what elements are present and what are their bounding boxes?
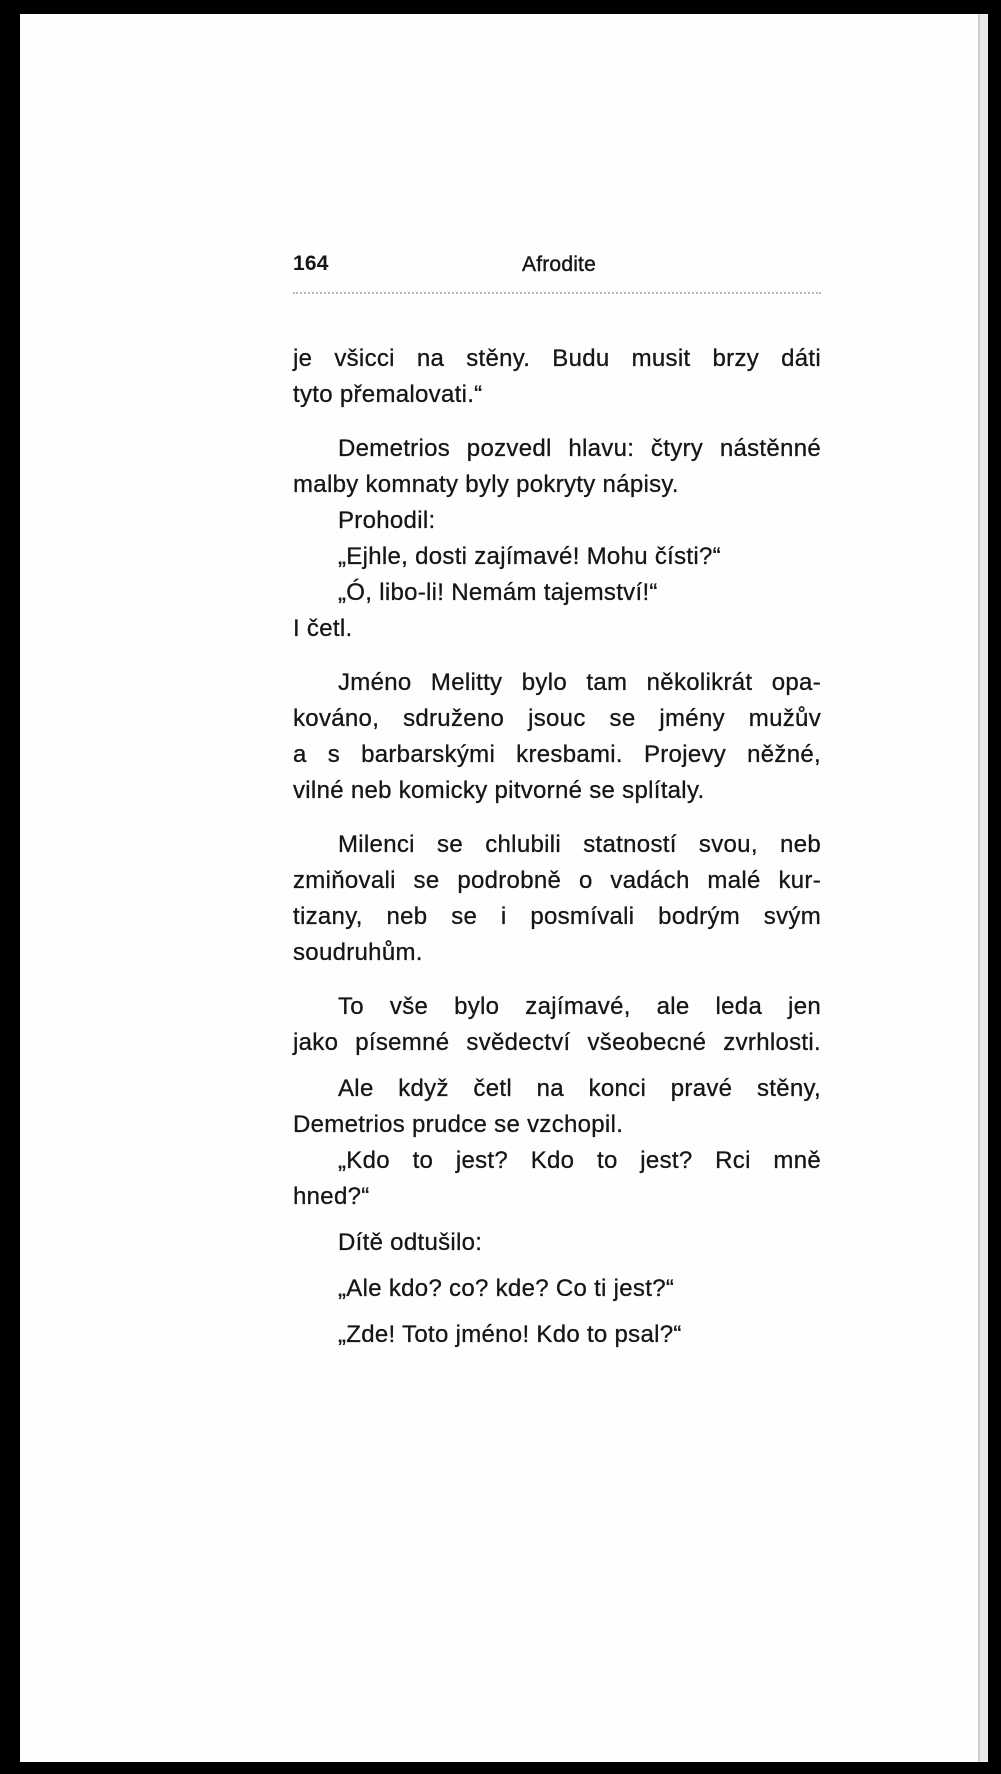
page-header <box>293 247 821 287</box>
text-line: Jméno Melitty bylo tam několikrát opa- <box>338 669 821 696</box>
text-line: je všicci na stěny. Budu musit brzy dáti <box>293 345 821 372</box>
text-line: tyto přemalovati.“ <box>293 381 483 408</box>
text-line: „Kdo to jest? Kdo to jest? Rci mně <box>338 1147 821 1174</box>
text-line: kováno, sdruženo jsouc se jmény mužův <box>293 705 821 732</box>
text-line: Prohodil: <box>338 507 436 534</box>
text-line: Dítě odtušilo: <box>338 1229 483 1256</box>
text-line: tizany, neb se i posmívali bodrým svým <box>293 903 821 930</box>
page-edge <box>978 14 988 1762</box>
text-line: I četl. <box>293 615 353 642</box>
running-title: Afrodite <box>522 253 596 276</box>
text-line: Ale když četl na konci pravé stěny, <box>338 1075 821 1102</box>
text-line: Demetrios prudce se vzchopil. <box>293 1111 624 1138</box>
text-line: malby komnaty byly pokryty nápisy. <box>293 471 679 498</box>
text-line: jako písemné svědectví všeobecné zvrhlosti. <box>293 1029 821 1056</box>
text-line: vilné neb komicky pitvorné se splítaly. <box>293 777 705 804</box>
text-line: Demetrios pozvedl hlavu: čtyry nástěnné <box>338 435 821 462</box>
header-rule <box>293 292 821 294</box>
text-line: a s barbarskými kresbami. Projevy něžné, <box>293 741 821 768</box>
text-line: zmiňovali se podrobně o vadách malé kur- <box>293 867 821 894</box>
text-line: „Ejhle, dosti zajímavé! Mohu čísti?“ <box>338 543 721 570</box>
text-line: hned?“ <box>293 1183 370 1210</box>
page-content <box>293 247 821 1348</box>
text-line: To vše bylo zajímavé, ale leda jen <box>338 993 821 1020</box>
text-line: Milenci se chlubili statností svou, neb <box>338 831 821 858</box>
text-line: soudruhům. <box>293 939 423 966</box>
text-line: „Ó, libo-li! Nemám tajemství!“ <box>338 579 658 606</box>
text-line: „Zde! Toto jméno! Kdo to psal?“ <box>338 1321 682 1348</box>
text-line: „Ale kdo? co? kde? Co ti jest?“ <box>338 1275 675 1302</box>
body-text <box>293 341 821 1353</box>
page-number: 164 <box>293 252 329 275</box>
